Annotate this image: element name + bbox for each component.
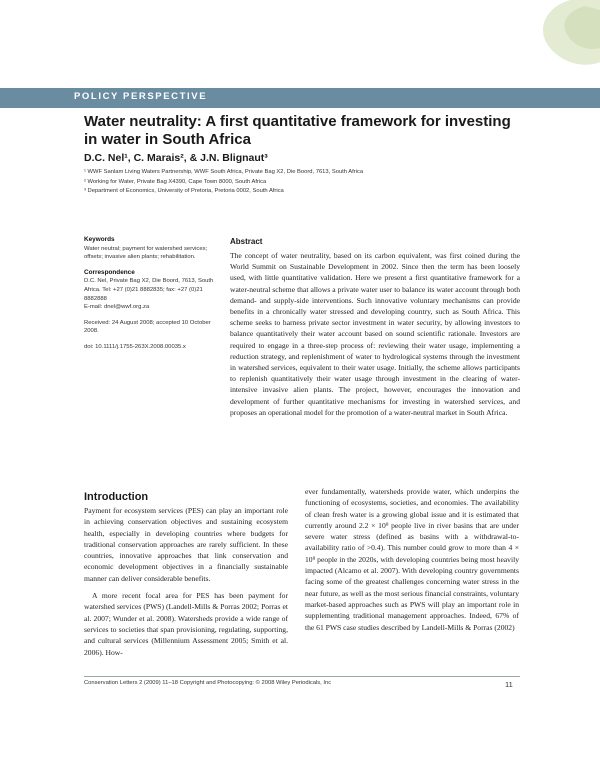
doi-link[interactable]: doi: 10.1111/j.1755-263X.2008.00035.x — [84, 343, 186, 350]
received-dates: Received: 24 August 2008; accepted 10 October 2008. — [84, 319, 211, 335]
keywords-heading: Keywords — [84, 236, 115, 243]
correspondence-block — [84, 269, 224, 312]
abstract-text: The concept of water neutrality, based on its carbon equivalent, was first coined during the World Summit on Sustainable Development in 2002. Since then the term has been loosely used, with little quantitative validation. Here we present a first quantitative framework for a water-neutral scheme that allows a private water user to balance its water account through both demand- and supply-side interventions. Such innovative voluntary mechanisms can provide benefits in a chronically water stressed and developing country, such as South Africa. This scheme seeks to harness private sector investment in water security, by allowing investors to balance quantitatively their water account based on sound scientific rationale. Investors are required to engage in a three-step process of: reviewing their water usage, implementing a reduction strategy, and replenishment of water to hydrological systems through the investment in watershed services, equivalent to their water usage. Initially, the scheme allows participants to replenish quantitatively their water usage through investment in the clearing of water-intensive invasive alien plants. The project, however, encourages the innovation and development of further quantitative mechanisms for investing in watershed services, and proposes an operational model for the promotion of a water-neutral market in South Africa. — [230, 251, 520, 417]
intro-paragraph-2: A more recent focal area for PES has been payment for watershed services (PWS) (Landell-Mills & Porras 2002; Porras et al. 2007; Wunder et al. 2008). Watersheds provide a wide range of services to societies that span provisioning, regulating, supporting, and cultural services (Millennium Assessment 2005; Smith et al. 2006). How- — [84, 591, 288, 657]
footer-citation: Conservation Letters 2 (2009) 11–18 Copyright and Photocopying: © 2008 Wiley Periodicals, Inc — [84, 680, 332, 686]
affiliations — [84, 168, 524, 197]
affiliation-1: ¹ WWF Sanlam Living Waters Partnership, WWF South Africa, Private Bag X2, Die Boord, 7613, South Africa — [84, 169, 364, 175]
abstract-section — [230, 237, 520, 418]
keywords-block — [84, 236, 224, 262]
keywords-text: Water neutral; payment for watershed services; offsets; invasive alien plants; rehabilitation. — [84, 245, 208, 261]
article-info-column — [84, 236, 224, 359]
intro-paragraph-1: Payment for ecosystem services (PES) can play an important role in achieving conservation objectives and sustaining ecosystem health, especially in developing countries where budgets for traditional conservation approaches are rarely sufficient. In these countries, innovative approaches that link conservation and economic development objectives in a financially sustainable manner can deliver considerable benefits. — [84, 506, 288, 583]
footer-divider — [84, 676, 520, 677]
intro-paragraph-3: ever fundamentally, watersheds provide water, which underpins the functioning of ecosystems, societies, and economies. The availability of clean fresh water is a growing global issue and it is estimated that currently around 2.2 × 10⁹ people live in river basins that are under severe water stress (defined as basins with a withdrawal-to-availability ratio of >0.4). This number could grow to more than 4 × 10⁹ people in the 2020s, with developing countries being most heavily impacted (Alcamo et al. 2007). With developing country governments facing some of the greatest challenges concerning water stress in the near future, as well as the most serious financial constraints, voluntary market-based approaches such as PWS will play an important role in supplementing traditional management approaches. Indeed, 67% of the 61 PWS case studies described by Landell-Mills & Porras (2002) — [305, 487, 519, 632]
correspondence-email[interactable]: E-mail: dnel@wwf.org.za — [84, 304, 150, 311]
abstract-heading: Abstract — [230, 237, 263, 246]
correspondence-heading: Correspondence — [84, 268, 135, 276]
section-banner-label: POLICY PERSPECTIVE — [74, 91, 208, 102]
leaf-icon — [490, 0, 600, 80]
page-number: 11 — [505, 680, 513, 689]
body-column-right — [305, 486, 519, 633]
section-banner — [0, 88, 600, 108]
introduction-heading: Introduction — [84, 491, 149, 503]
author-list: D.C. Nel¹, C. Marais², & J.N. Blignaut³ — [84, 152, 268, 164]
affiliation-3: ³ Department of Economics, University of Pretoria, Pretoria 0002, South Africa — [84, 188, 284, 194]
article-title: Water neutrality: A first quantitative framework for investing in water in South Africa — [84, 113, 511, 148]
body-column-left — [84, 505, 288, 658]
affiliation-2: ² Working for Water, Private Bag X4390, Cape Town 8000, South Africa — [84, 178, 267, 185]
correspondence-text: D.C. Nel, Private Bag X2, Die Boord, 7613, South Africa. Tel: +27 (0)21 8882835; fax: +27 (0)21 8882888 — [84, 278, 214, 302]
